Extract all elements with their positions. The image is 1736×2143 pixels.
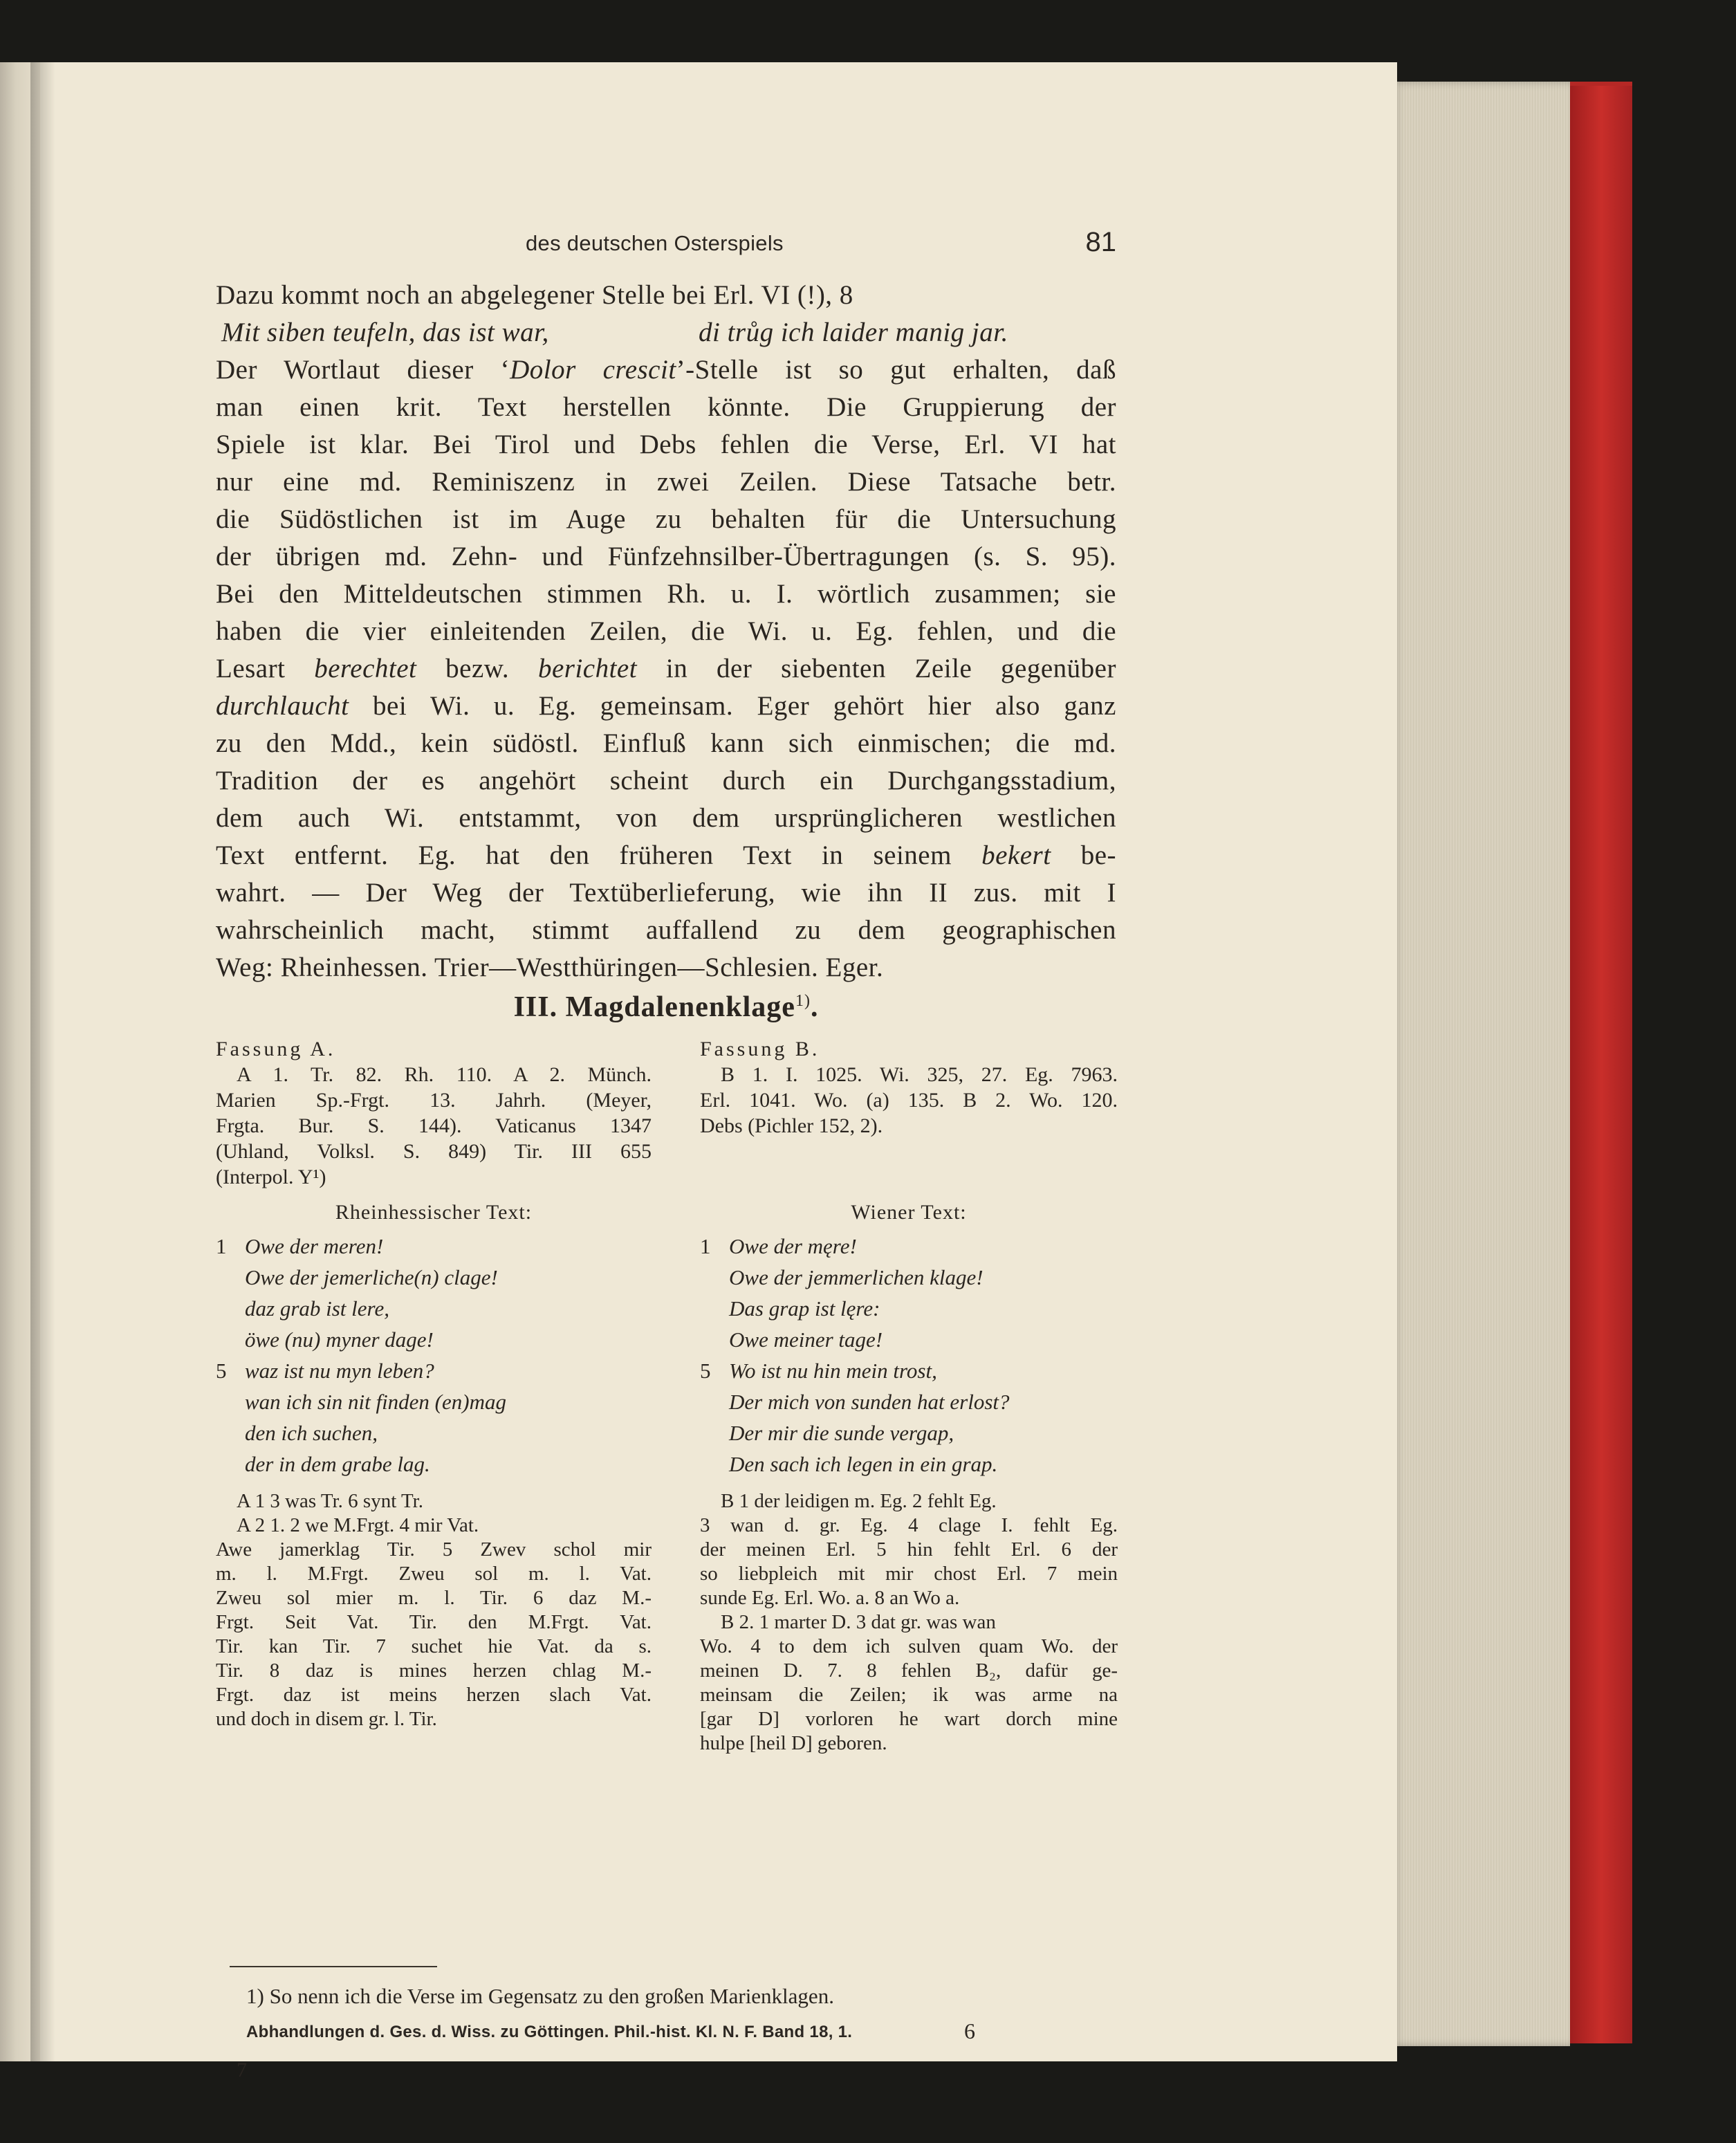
note-line: A 2 1. 2 we M.Frgt. 4 mir Vat. [237,1514,479,1536]
verse-line: Den sach ich legen in ein grap. [729,1452,998,1476]
text-line: Tradition der es angehört scheint durch ein Durchgangsstadium, [216,766,1116,795]
note-line: meinsam die Zeilen; ik was arme na [700,1684,1118,1706]
footnote-rule [230,1966,437,1967]
text-line: wahrt. — Der Weg der Textüberlieferung, wie ihn II zus. mit I [216,878,1116,908]
footnote: 1) So nenn ich die Verse im Gegensatz zu den großen Marienklagen. [246,1984,834,2008]
text-line: Der Wortlaut dieser ‘Dolor crescit’-Stelle ist so gut erhalten, daß [216,355,1116,385]
verse-line: den ich suchen, [245,1421,378,1445]
quoted-verse [216,314,1116,351]
imprint-line: Abhandlungen d. Ges. d. Wiss. zu Göttingen. Phil.-hist. Kl. N. F. Band 18, 1. [246,2023,853,2041]
text-line: haben die vier einleitenden Zeilen, die Wi. u. Eg. fehlen, und die [216,616,1116,646]
source-line: Marien Sp.-Frgt. 13. Jahrh. (Meyer, [216,1089,652,1112]
source-line: (Uhland, Volksl. S. 849) Tir. III 655 [216,1140,652,1163]
note-line: B 1 der leidigen m. Eg. 2 fehlt Eg. [721,1490,997,1512]
note-line: Zweu sol mier m. l. Tir. 6 daz M.- [216,1587,652,1609]
footnote-marker: 1) [795,992,811,1010]
running-head [216,221,1116,263]
quoted-verse-a: Mit siben teufeln, das ist war, [221,318,549,347]
italic-term: berichtet [537,654,638,683]
source-line: (Interpol. Y¹) [216,1166,326,1188]
text-line: man einen krit. Text herstellen könnte. Die Gruppierung der [216,392,1116,422]
main-text [216,277,1116,986]
text-line: Text entfernt. Eg. hat den früheren Text in seinem bekert be- [216,840,1116,870]
fassung-a-title: Fassung A. [216,1038,336,1060]
note-line: Wo. 4 to dem ich sulven quam Wo. der [700,1635,1118,1657]
verse-line: wan ich sin nit finden (en)mag [245,1390,506,1414]
source-line: Erl. 1041. Wo. (a) 135. B 2. Wo. 120. [700,1089,1118,1112]
section-heading: III. Magdalenenklage$^{1)}$. [513,991,819,1023]
italic-term: durchlaucht [216,691,349,721]
verse-line: 5 waz ist nu myn leben? [216,1359,434,1383]
note-line: [gar D] vorloren he wart dorch mine [700,1708,1118,1730]
fassung-a-column [216,1036,652,1731]
verse-line: Owe meiner tage! [729,1327,883,1352]
text-line: Spiele ist klar. Bei Tirol und Debs fehlen die Verse, Erl. VI hat [216,430,1116,459]
note-line: so liebpleich mit mir chost Erl. 7 mein [700,1563,1118,1585]
verse-line: daz grab ist lere, [245,1296,389,1321]
note-line: Tir. 8 daz is mines herzen chlag M.- [216,1659,652,1682]
note-line: Frgt. Seit Vat. Tir. den M.Frgt. Vat. [216,1611,652,1633]
note-line: Awe jamerklag Tir. 5 Zwev schol mir [216,1538,652,1561]
variant-notes-b [700,1489,1118,1756]
running-head-title: des deutschen Osterspiels [526,231,784,255]
source-line: B 1. I. 1025. Wi. 325, 27. Eg. 7963. [721,1063,1118,1086]
text-header-wiener: Wiener Text: [851,1201,967,1224]
verse-line: Der mich von sunden hat erlost? [729,1390,1010,1414]
note-line: m. l. M.Frgt. Zweu sol m. l. Vat. [216,1563,652,1585]
note-line: meinen D. 7. 8 fehlen B₂, dafür ge- [700,1659,1118,1682]
book-cover-red [1570,86,1632,2043]
verse-list-b [700,1231,1118,1480]
text-line: Bei den Mitteldeutschen stimmen Rh. u. I. wörtlich zusammen; sie [216,579,1116,609]
source-line: Frgta. Bur. S. 144). Vaticanus 1347 [216,1114,652,1137]
source-line: Debs (Pichler 152, 2). [700,1114,883,1137]
fassung-b-title: Fassung B. [700,1038,820,1060]
italic-term: bekert [981,840,1051,870]
verse-line: 1 Owe der meren! [216,1234,384,1258]
source-line: A 1. Tr. 82. Rh. 110. A 2. Münch. [237,1063,652,1086]
note-line: Tir. kan Tir. 7 suchet hie Vat. da s. [216,1635,652,1657]
signature-number: 7 [237,2059,247,2081]
text-line: nur eine md. Reminiszenz in zwei Zeilen. Diese Tatsache betr. [216,467,1116,497]
text-line: Weg: Rheinhessen. Trier—Westthüringen—Schlesien. Eger. [216,953,884,982]
page-block-edges [1390,82,1570,2046]
verse-list-a [216,1231,652,1480]
note-line: der meinen Erl. 5 hin fehlt Erl. 6 der [700,1538,1118,1561]
note-line: Frgt. daz ist meins herzen slach Vat. [216,1684,652,1706]
italic-term: berechtet [314,654,417,683]
verse-line: 1 Owe der męre! [700,1234,857,1258]
verse-line: 5 Wo ist nu hin mein trost, [700,1359,937,1383]
note-line: und doch in disem gr. l. Tir. [216,1708,437,1730]
text-line: der übrigen md. Zehn- und Fünfzehnsilber-Übertragungen (s. S. 95). [216,542,1116,571]
text-line: Lesart berechtet bezw. berichtet in der siebenten Zeile gegenüber [216,654,1116,683]
verse-line: Das grap ist lęre: [729,1296,880,1321]
verse-line: Der mir die sunde vergap, [729,1421,954,1445]
sheet-number: 6 [964,2018,975,2043]
text-line: dem auch Wi. entstammt, von dem ursprünglicheren westlichen [216,803,1116,833]
verse-line: der in dem grabe lag. [245,1452,430,1476]
quoted-verse-b: di trůg ich laider manig jar. [699,318,1008,347]
text-line: wahrscheinlich macht, stimmt auffallend zu dem geographischen [216,915,1116,945]
verse-line: Owe der jemerliche(n) clage! [245,1265,498,1289]
note-line: B 2. 1 marter D. 3 dat gr. was wan [721,1611,996,1633]
text-line: zu den Mdd., kein südöstl. Einfluß kann sich einmischen; die md. [216,728,1116,758]
fassung-b-column [700,1036,1118,1756]
verse-line: Owe der jemmerlichen klage! [729,1265,984,1289]
spacer [700,1139,1118,1190]
text-line: die Südöstlichen ist im Auge zu behalten für die Untersuchung [216,504,1116,534]
page-number: 81 [1085,227,1116,257]
spine-shadow [30,62,55,2061]
verse-line: öwe (nu) myner dage! [245,1327,434,1352]
note-line: 3 wan d. gr. Eg. 4 clage I. fehlt Eg. [700,1514,1118,1536]
text-line: Dazu kommt noch an abgelegener Stelle bei Erl. VI (!), 8 [216,280,853,310]
text-line: durchlaucht bei Wi. u. Eg. gemeinsam. Eger gehört hier also ganz [216,691,1116,721]
note-line: A 1 3 was Tr. 6 synt Tr. [237,1490,423,1512]
note-line: hulpe [heil D] geboren. [700,1732,887,1754]
italic-term: Dolor crescit [510,355,676,385]
note-line: sunde Eg. Erl. Wo. a. 8 an Wo a. [700,1587,960,1609]
text-header-rheinhessisch: Rheinhessischer Text: [335,1201,533,1224]
variant-notes-a [216,1489,652,1731]
